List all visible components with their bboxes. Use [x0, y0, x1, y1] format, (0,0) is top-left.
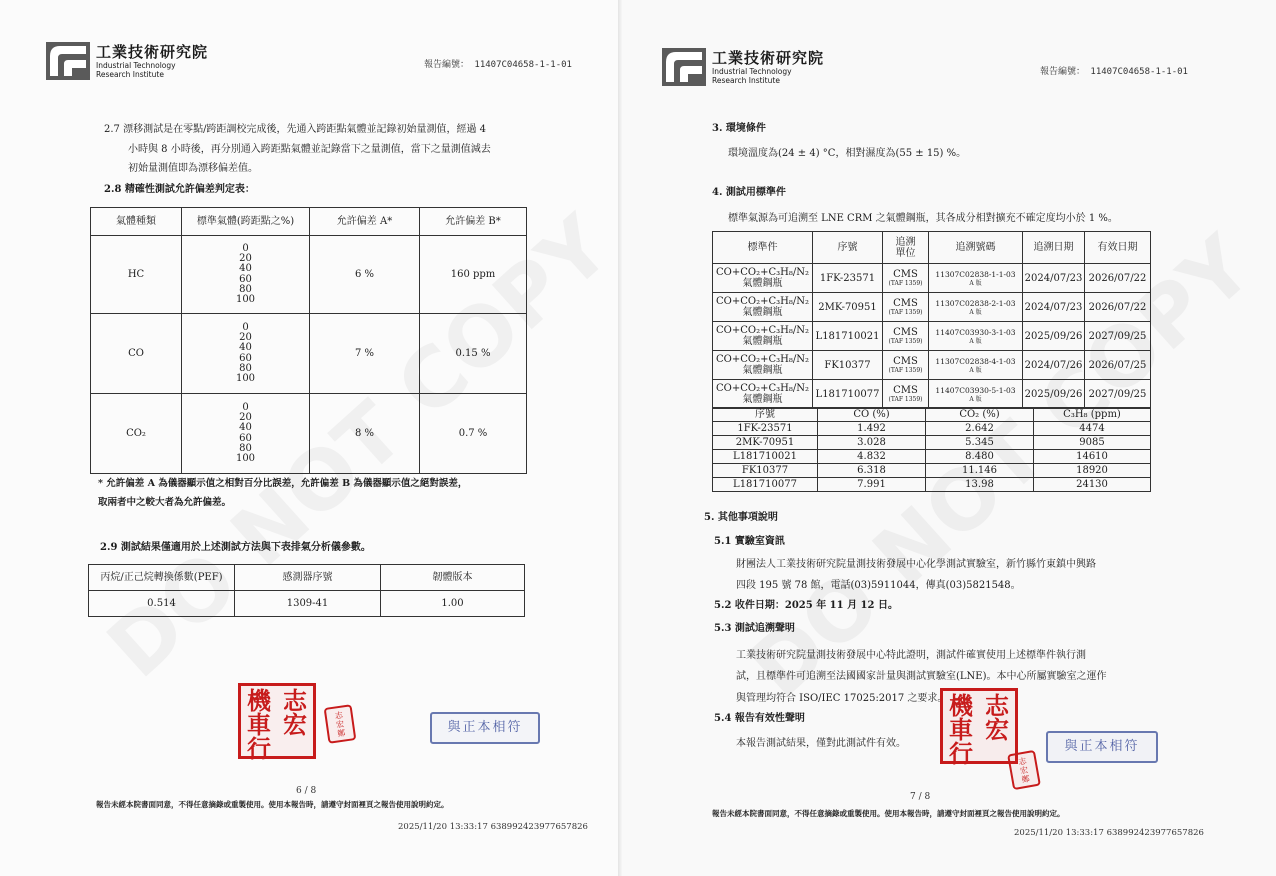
conc-c3h8: 14610: [1034, 450, 1151, 464]
span-point: 0: [242, 401, 249, 413]
pef-value: 0.514: [89, 591, 235, 617]
span-point: 0: [242, 242, 249, 254]
chop-char: 宏: [1019, 765, 1029, 776]
table-row: [713, 422, 1151, 436]
trace-number-value: 11307C02838-4-1-03: [935, 357, 1016, 366]
conc-co2: 2.642: [926, 422, 1034, 436]
firmware-value: 1.00: [381, 591, 525, 617]
standard-serial: FK10377: [813, 351, 883, 380]
table-row: [713, 322, 1151, 351]
tolerance-b-value: 0.15 %: [420, 314, 527, 394]
trace-unit: [883, 351, 929, 380]
trace-version: A 版: [969, 338, 982, 345]
conc-c3h8: 18920: [1034, 464, 1151, 478]
concentration-table: [712, 407, 1151, 492]
span-points: [182, 314, 310, 394]
conc-serial: FK10377: [713, 464, 818, 478]
report-number: 報告編號： 11407C04658-1-1-01: [1040, 67, 1188, 77]
span-point: 80: [239, 442, 252, 454]
conc-c3h8: 4474: [1034, 422, 1151, 436]
conc-c3h8: 24130: [1034, 478, 1151, 492]
trace-date: 2024/07/23: [1023, 264, 1085, 293]
span-point: 20: [239, 253, 252, 265]
table-row: [713, 351, 1151, 380]
header-serial: 序號: [713, 408, 818, 422]
table-row: [713, 464, 1151, 478]
trace-number: [929, 293, 1023, 322]
org-name-en-2: Research Institute: [96, 69, 164, 79]
trace-unit-accreditation: (TAF 1359): [888, 309, 923, 316]
trace-unit-accreditation: (TAF 1359): [888, 396, 923, 403]
chop-char: 鄭: [336, 728, 346, 739]
conc-c3h8: 9085: [1034, 436, 1151, 450]
trace-number-value: 11407C03930-5-1-03: [935, 386, 1016, 395]
header-unit: 單位: [895, 247, 916, 259]
tolerance-a-value: 8 %: [310, 394, 420, 474]
itri-logo-icon: [662, 48, 706, 86]
seal-char: 宏: [283, 710, 307, 739]
org-name-en-1: Industrial Technology: [96, 60, 176, 70]
span-point: 20: [239, 412, 252, 424]
standards-statement: 標準氣源為可追溯至 LNE CRM 之氣體鋼瓶，其各成分相對擴充不確定度均小於 1 %。: [728, 213, 1118, 224]
header-gas-type: 氣體種類: [91, 208, 182, 236]
standard-gas-mix: CO+CO₂+C₃H₈/N₂: [716, 267, 809, 278]
span-point: 80: [239, 362, 252, 374]
lab-info-line-1: 財團法人工業技術研究院量測技術發展中心化學測試實驗室，新竹縣竹東鎮中興路: [736, 559, 1096, 570]
standard-serial: 2MK-70951: [813, 293, 883, 322]
seal-char: 志: [283, 686, 307, 715]
section-4-title: 4. 測試用標準件: [712, 187, 786, 198]
table-row: [713, 293, 1151, 322]
span-point: 40: [239, 342, 252, 354]
standard-serial: L181710077: [813, 380, 883, 409]
org-name-en-2: Research Institute: [712, 75, 780, 85]
conc-serial: L181710077: [713, 478, 818, 492]
gas-co: CO: [91, 314, 182, 394]
report-page-6: [0, 0, 622, 876]
gas-co2: CO₂: [91, 394, 182, 474]
trace-version: A 版: [969, 280, 982, 287]
tolerance-table: [90, 207, 527, 474]
trace-unit-name: CMS: [893, 269, 918, 280]
header-firmware: 韌體版本: [381, 565, 525, 591]
trace-unit: [883, 293, 929, 322]
chop-char: 鄭: [1020, 774, 1031, 785]
standard-name: [713, 322, 813, 351]
table-row: [713, 380, 1151, 409]
table-row: [713, 264, 1151, 293]
conc-co2: 5.345: [926, 436, 1034, 450]
valid-date: 2027/09/25: [1085, 322, 1151, 351]
report-page-7: [622, 0, 1276, 876]
header-co: CO (%): [818, 408, 926, 422]
sensor-serial-value: 1309-41: [235, 591, 381, 617]
personal-chop: [1007, 750, 1041, 790]
table-row: [713, 436, 1151, 450]
trace-unit-name: CMS: [893, 356, 918, 367]
gas-hc: HC: [91, 236, 182, 314]
section-5-3-title: 5.3 測試追溯聲明: [714, 623, 795, 634]
conc-co: 1.492: [818, 422, 926, 436]
header-sensor-serial: 感測器序號: [235, 565, 381, 591]
header-standard-gas: 標準氣體(跨距點之%): [182, 208, 310, 236]
conc-co: 7.991: [818, 478, 926, 492]
header-valid-date: 有效日期: [1085, 232, 1151, 264]
seal-char: 行: [247, 734, 271, 763]
seal-char: 志: [985, 691, 1009, 720]
org-name-en-1: Industrial Technology: [712, 66, 792, 76]
print-timestamp: 2025/11/20 13:33:17 638992423977657826: [398, 822, 588, 832]
personal-chop: [324, 704, 357, 744]
valid-date: 2027/09/25: [1085, 380, 1151, 409]
copy-match-stamp: 與正本相符: [430, 712, 540, 744]
report-number: 報告編號： 11407C04658-1-1-01: [424, 60, 572, 70]
section-2-8-title: 2.8 精確性測試允許偏差判定表：: [104, 184, 255, 195]
environment-conditions: 環境溫度為(24 ± 4) °C，相對濕度為(55 ± 15) %。: [728, 148, 967, 159]
conc-serial: 1FK-23571: [713, 422, 818, 436]
standard-type: 氣體鋼瓶: [742, 365, 783, 376]
standard-serial: L181710021: [813, 322, 883, 351]
tolerance-note-line-1: * 允許偏差 A 為儀器顯示值之相對百分比誤差，允許偏差 B 為儀器顯示值之絕對誤差，: [98, 478, 468, 489]
seal-char: 行: [949, 739, 973, 768]
span-point: 80: [239, 283, 252, 295]
span-point: 60: [239, 352, 252, 364]
span-point: 100: [235, 372, 256, 384]
footer-notice: 報告未經本院書面同意，不得任意摘錄或重製使用。使用本報告時，請遵守封面裡頁之報告使用說明約定。: [712, 809, 1065, 818]
standard-name: [713, 293, 813, 322]
span-point: 0: [242, 321, 249, 333]
header-pef: 丙烷/正己烷轉換係數(PEF): [89, 565, 235, 591]
span-point: 100: [235, 293, 256, 305]
trace-number-value: 11307C02838-1-1-03: [935, 270, 1016, 279]
analyzer-params-table: [88, 564, 525, 617]
valid-date: 2026/07/25: [1085, 351, 1151, 380]
chop-char: 宏: [335, 719, 345, 730]
footer-notice: 報告未經本院書面同意，不得任意摘錄或重製使用。使用本報告時，請遵守封面裡頁之報告使用說明約定。: [96, 800, 449, 809]
reference-standards-table: [712, 231, 1151, 409]
trace-unit: [883, 264, 929, 293]
conc-co: 3.028: [818, 436, 926, 450]
standard-type: 氣體鋼瓶: [742, 336, 783, 347]
trace-date: 2024/07/26: [1023, 351, 1085, 380]
section-3-title: 3. 環境條件: [712, 123, 766, 134]
table-row: [91, 394, 527, 474]
trace-version: A 版: [969, 367, 982, 374]
tolerance-b-value: 160 ppm: [420, 236, 527, 314]
trace-number-value: 11307C02838-2-1-03: [935, 299, 1016, 308]
trace-date: 2025/09/26: [1023, 322, 1085, 351]
section-2-7-line-2: 小時與 8 小時後，再分別通入跨距點氣體並記錄當下之量測值，當下之量測值減去: [128, 144, 491, 155]
header-trace-unit: [883, 232, 929, 264]
section-5-4-title: 5.4 報告有效性聲明: [714, 713, 805, 724]
table-header-row: [89, 565, 525, 591]
table-row: [713, 478, 1151, 492]
seal-char: 車: [247, 710, 271, 739]
trace-number: [929, 351, 1023, 380]
header-tolerance-b: 允許偏差 B*: [420, 208, 527, 236]
standard-gas-mix: CO+CO₂+C₃H₈/N₂: [716, 383, 809, 394]
section-2-7-line-3: 初始量測值即為漂移偏差值。: [128, 163, 258, 174]
traceability-line-1: 工業技術研究院量測技術發展中心特此證明，測試件確實使用上述標準件執行測: [736, 650, 1086, 661]
section-5-1-title: 5.1 實驗室資訊: [714, 536, 785, 547]
trace-date: 2024/07/23: [1023, 293, 1085, 322]
header-trace-number: 追溯號碼: [929, 232, 1023, 264]
traceability-line-3: 與管理均符合 ISO/IEC 17025:2017 之要求。: [736, 693, 948, 704]
span-point: 20: [239, 332, 252, 344]
standard-gas-mix: CO+CO₂+C₃H₈/N₂: [716, 325, 809, 336]
org-name-zh: 工業技術研究院: [96, 42, 209, 61]
trace-unit-accreditation: (TAF 1359): [888, 367, 923, 374]
valid-date: 2026/07/22: [1085, 264, 1151, 293]
table-header-row: [713, 408, 1151, 422]
table-row: [91, 314, 527, 394]
traceability-line-2: 試，且標準件可追溯至法國國家計量與測試實驗室(LNE)。本中心所屬實驗室之運作: [736, 671, 1107, 682]
tolerance-note-line-2: 取兩者中之較大者為允許偏差。: [98, 497, 232, 508]
itri-logo-icon: [46, 42, 90, 80]
standard-name: [713, 380, 813, 409]
conc-co: 6.318: [818, 464, 926, 478]
header-standard: 標準件: [713, 232, 813, 264]
standard-name: [713, 264, 813, 293]
company-seal: [238, 683, 316, 763]
conc-co: 4.832: [818, 450, 926, 464]
trace-unit-accreditation: (TAF 1359): [888, 338, 923, 345]
table-row: [89, 591, 525, 617]
seal-char: 宏: [985, 715, 1009, 744]
company-seal: [940, 688, 1018, 768]
section-2-7-line-1: 2.7 漂移測試是在零點/跨距調校完成後，先通入跨距點氣體並記錄初始量測值，經過 4: [104, 124, 486, 135]
valid-date: 2026/07/22: [1085, 293, 1151, 322]
page-number: 6 / 8: [296, 786, 317, 796]
header-serial: 序號: [813, 232, 883, 264]
trace-number: [929, 322, 1023, 351]
tolerance-b-value: 0.7 %: [420, 394, 527, 474]
standard-type: 氣體鋼瓶: [742, 394, 783, 405]
seal-char: 車: [949, 715, 973, 744]
trace-unit: [883, 322, 929, 351]
seal-char: 機: [247, 686, 271, 715]
standard-gas-mix: CO+CO₂+C₃H₈/N₂: [716, 354, 809, 365]
trace-unit-name: CMS: [893, 327, 918, 338]
trace-version: A 版: [969, 309, 982, 316]
conc-serial: 2MK-70951: [713, 436, 818, 450]
standard-type: 氣體鋼瓶: [742, 278, 783, 289]
span-point: 100: [235, 452, 256, 464]
standard-gas-mix: CO+CO₂+C₃H₈/N₂: [716, 296, 809, 307]
validity-statement: 本報告測試結果，僅對此測試件有效。: [736, 738, 906, 749]
standard-type: 氣體鋼瓶: [742, 307, 783, 318]
span-point: 40: [239, 263, 252, 275]
trace-number: [929, 380, 1023, 409]
section-5-title: 5. 其他事項說明: [704, 512, 778, 523]
seal-char: 機: [949, 691, 973, 720]
conc-co2: 11.146: [926, 464, 1034, 478]
header-trace-date: 追溯日期: [1023, 232, 1085, 264]
span-points: [182, 394, 310, 474]
conc-serial: L181710021: [713, 450, 818, 464]
org-name-zh: 工業技術研究院: [712, 48, 825, 67]
header-tolerance-a: 允許偏差 A*: [310, 208, 420, 236]
section-2-9-title: 2.9 測試結果僅適用於上述測試方法與下表排氣分析儀參數。: [100, 542, 371, 553]
conc-co2: 13.98: [926, 478, 1034, 492]
conc-co2: 8.480: [926, 450, 1034, 464]
itri-logo: [662, 48, 824, 86]
standard-serial: 1FK-23571: [813, 264, 883, 293]
copy-match-stamp: 與正本相符: [1046, 731, 1158, 763]
span-point: 60: [239, 432, 252, 444]
section-5-2-received-date: 5.2 收件日期：2025 年 11 月 12 日。: [714, 600, 898, 611]
table-row: [91, 236, 527, 314]
chop-char: 志: [334, 710, 344, 721]
itri-logo: [46, 42, 208, 80]
span-point: 60: [239, 273, 252, 285]
standard-name: [713, 351, 813, 380]
trace-version: A 版: [969, 396, 982, 403]
trace-unit-accreditation: (TAF 1359): [888, 280, 923, 287]
tolerance-a-value: 7 %: [310, 314, 420, 394]
span-points: [182, 236, 310, 314]
page-number: 7 / 8: [910, 792, 931, 802]
print-timestamp: 2025/11/20 13:33:17 638992423977657826: [1014, 828, 1204, 838]
span-point: 40: [239, 422, 252, 434]
chop-char: 志: [1017, 756, 1028, 767]
table-header-row: [713, 232, 1151, 264]
header-co2: CO₂ (%): [926, 408, 1034, 422]
table-row: [713, 450, 1151, 464]
trace-unit-name: CMS: [893, 298, 918, 309]
trace-unit-name: CMS: [893, 385, 918, 396]
tolerance-a-value: 6 %: [310, 236, 420, 314]
trace-number: [929, 264, 1023, 293]
lab-info-line-2: 四段 195 號 78 館，電話(03)5911044，傳真(03)5821548。: [736, 580, 1021, 591]
header-trace: 追溯: [895, 236, 916, 248]
header-c3h8: C₃H₈ (ppm): [1034, 408, 1151, 422]
trace-number-value: 11407C03930-3-1-03: [935, 328, 1016, 337]
trace-date: 2025/09/26: [1023, 380, 1085, 409]
trace-unit: [883, 380, 929, 409]
table-header-row: [91, 208, 527, 236]
